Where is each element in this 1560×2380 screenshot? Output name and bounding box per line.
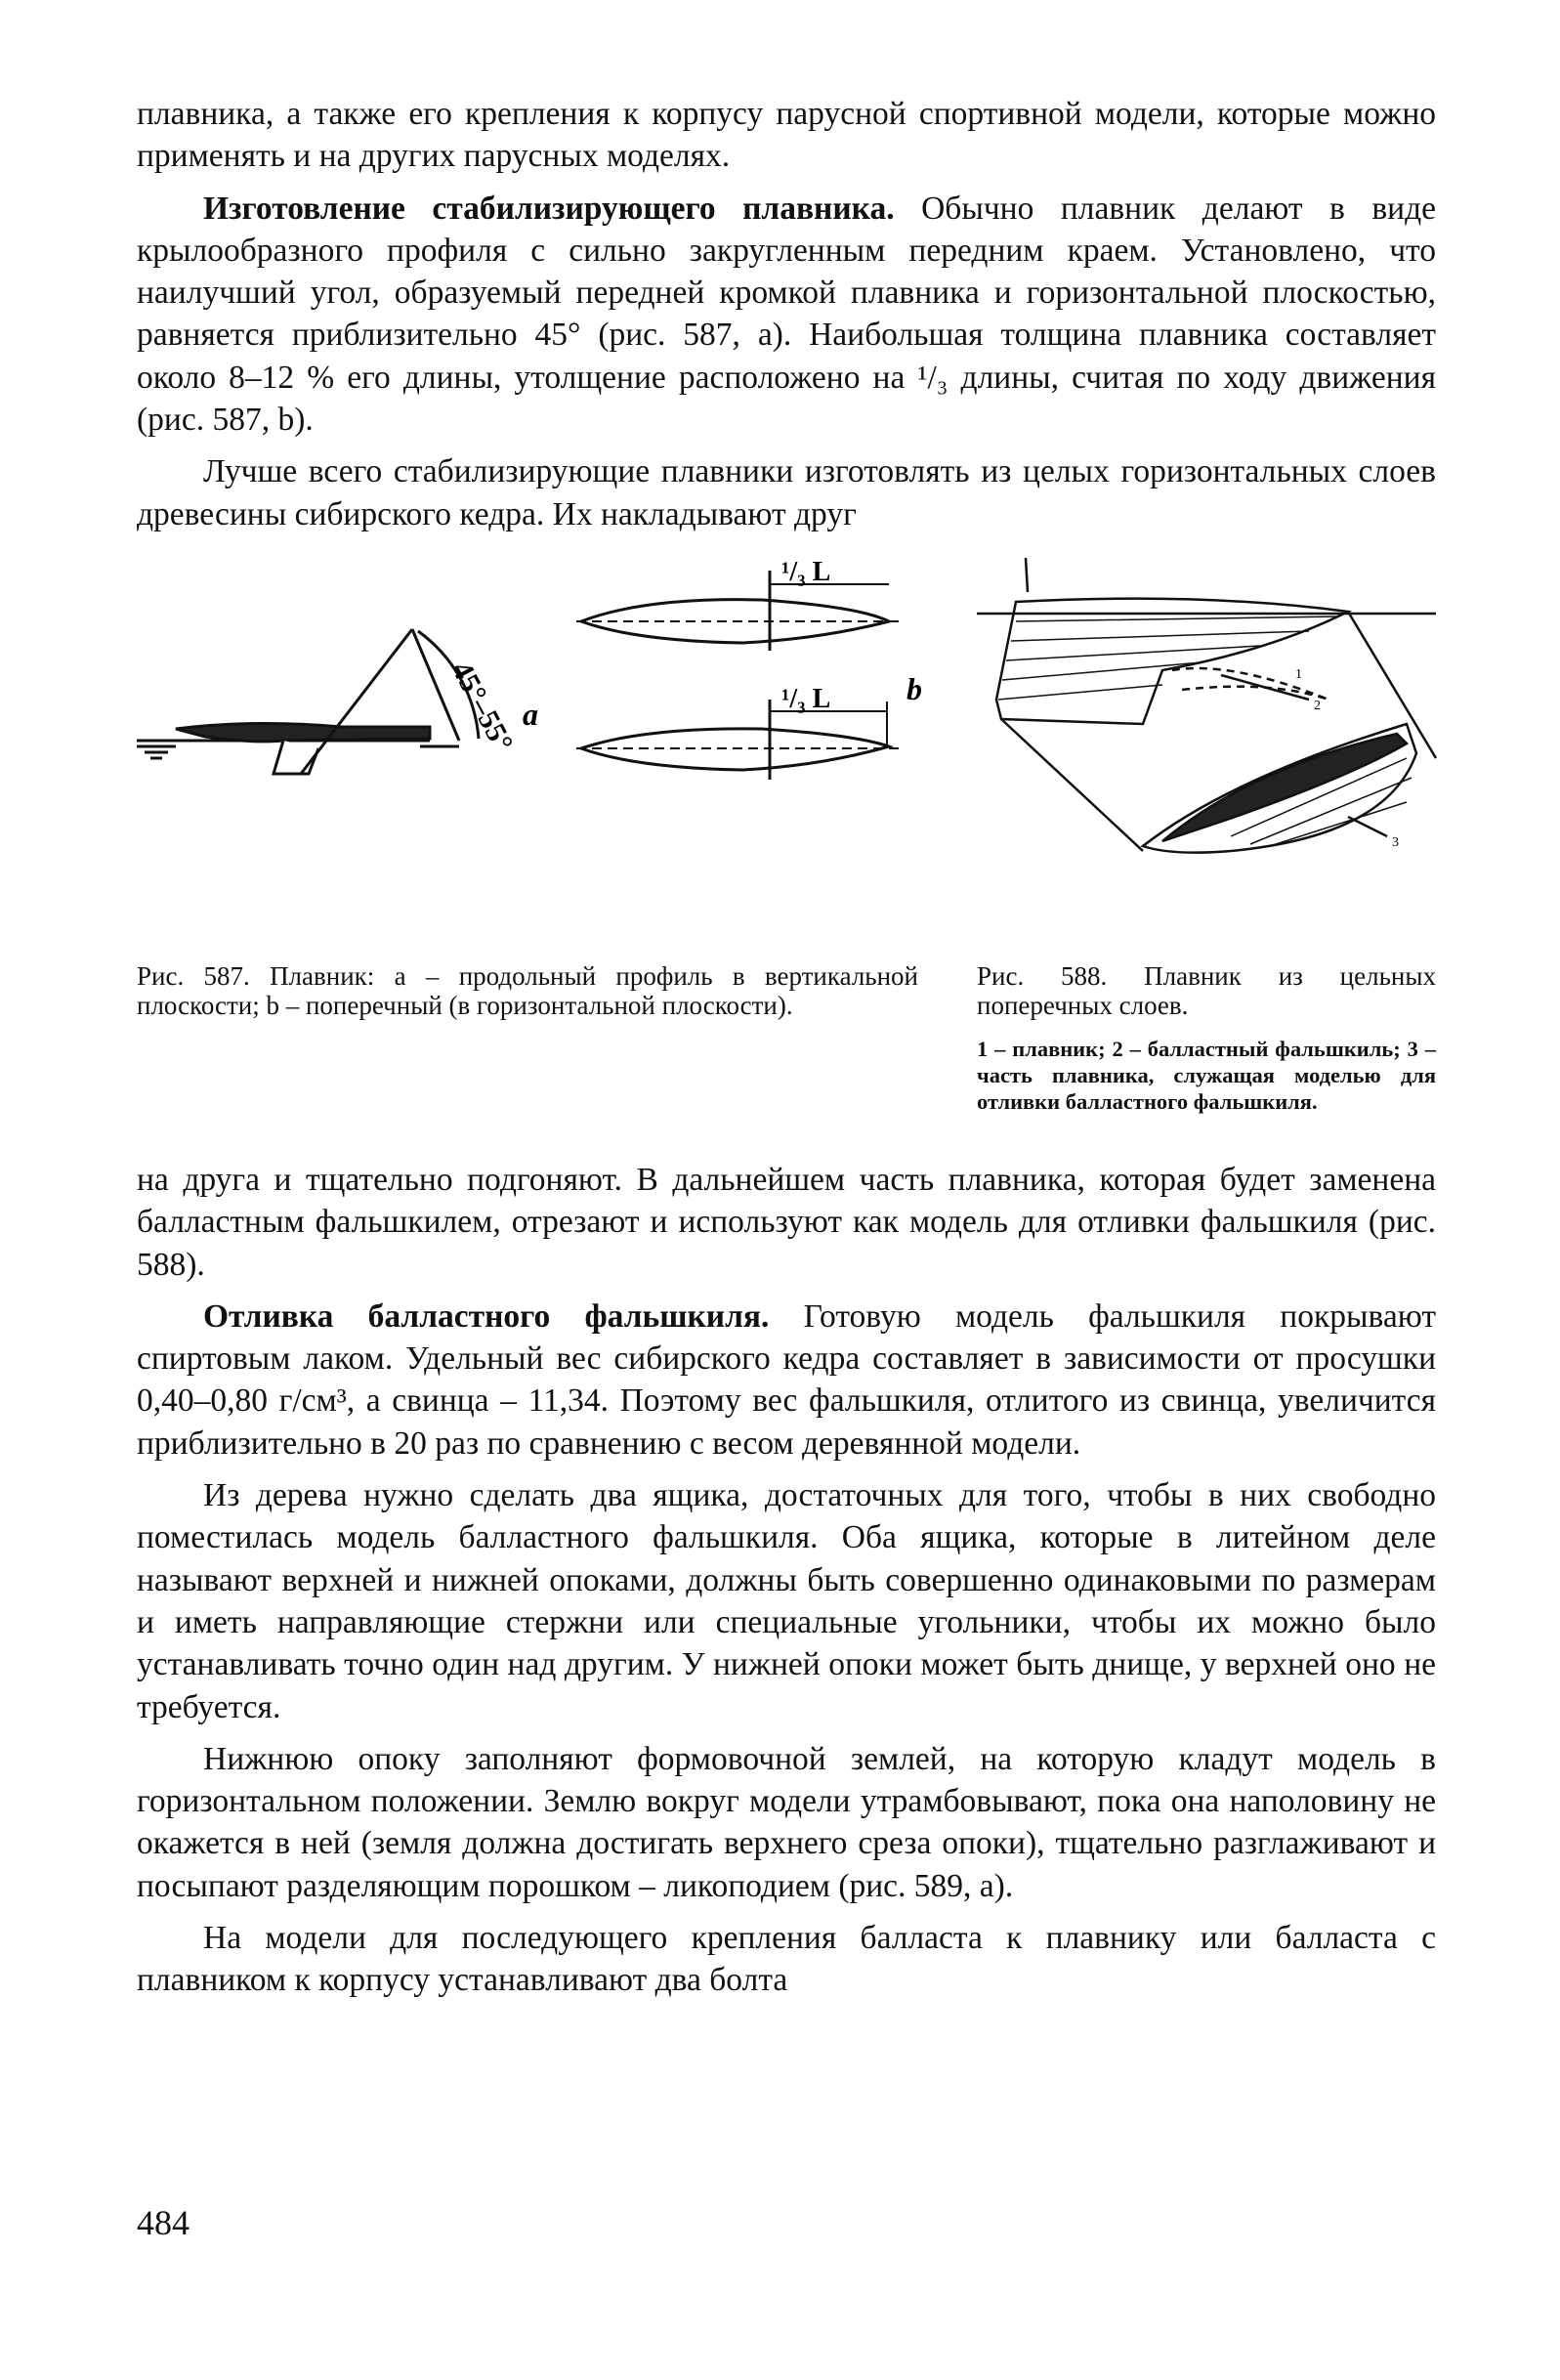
paragraph-flasks: Из дерева нужно сделать два ящика, достаточных для того, чтобы в них свободно поместилась модель балластного фальшкиля. Оба ящика, которые в литейном деле называют верхней и нижней опоками, должны быть совершенно одинаковыми по размерам и иметь направляющие стержни или специальные угольники, чтобы их можно было устанавливать точно один над другим. У нижней опоки может быть днище, у верхней оно не требуется.: [137, 1477, 1436, 1725]
caption-588: Рис. 588. Плавник из цельных поперечных слоев.: [977, 960, 1436, 1020]
page-body: [137, 93, 1436, 2002]
fin-leading-edge-line: [301, 629, 412, 774]
label-a: a: [523, 696, 538, 732]
third-length-label-top: ¹/₃ L: [781, 556, 831, 587]
leader-3: [1348, 817, 1387, 836]
angle-label: 45°–55°: [444, 656, 520, 757]
paragraph-molding-earth: Нижнюю опоку заполняют формовочной землей, на которую кладут модель в горизонтальном положении. Землю вокруг модели утрамбовывают, пока она наполовину не окажется в ней (земля должна достигать верхнего среза опоки), тщательно разглаживают и посыпают разделяющим порошком – ликоподием (рис. 589, а).: [137, 1740, 1436, 1904]
projection-left: [1001, 719, 1143, 851]
figure-587-drawing: [137, 553, 938, 944]
paragraph-continuation: плавника, а также его крепления к корпусу парусной спортивной модели, которые можно применять и на других парусных моделях.: [137, 96, 1436, 175]
paragraph-bolts: На модели для последующего крепления балласта к плавнику или балласта с плавником к корпусу устанавливают два болта: [137, 1920, 1436, 1999]
fin-layers-drawing: [977, 558, 1436, 853]
label-1: 1: [1295, 666, 1302, 682]
label-3: 3: [1392, 834, 1399, 850]
fin-keel-profile: [274, 741, 318, 774]
figure-588-drawing: [977, 553, 1446, 875]
legend-588: 1 – плавник; 2 – балластный фальшкиль; 3 – часть плавника, служащая моделью для отливки балластного фальшкиля.: [977, 1036, 1436, 1114]
cross-section-bottom: [576, 700, 899, 780]
figures-block: [137, 553, 1436, 1159]
page-number: 484: [137, 2203, 190, 2242]
paragraph-fin-manufacture: [137, 188, 1436, 442]
text-fin-manufacture: Обычно плавник делают в виде крылообразного профиля с сильно закругленным передним краем. Установлено, что наилучший угол, образуемый передней кромкой плавника и горизонтальной плоскостью, равняется приблизительно 45° (рис. 587, а). Наибольшая толщина плавника составляет около 8–12 % его длины, утолщение расположено на ¹/₃ длины, считая по ходу движения (рис. 587, b).: [137, 190, 1436, 439]
hull-profile: [176, 723, 430, 741]
longitudinal-profile: [137, 629, 479, 774]
text-ballast-casting: Готовую модель фальшкиля покрывают спиртовым лаком. Удельный вес сибирского кедра составляет в зависимости от просушки 0,40–0,80 г/см³, а свинца – 11,34. Поэтому вес фальшкиля, отлитого из свинца, увеличится приблизительно в 20 раз по сравнению с весом деревянной модели.: [137, 1297, 1436, 1462]
paragraph-fit-layers: на друга и тщательно подгоняют. В дальнейшем часть плавника, которая будет заменена балластным фальшкилем, отрезают и используют как модель для отливки фальшкиля (рис. 588).: [137, 1161, 1436, 1283]
heading-fin-manufacture: Изготовление стабилизирующего плавника.: [203, 190, 895, 227]
caption-588-block: [977, 961, 1436, 1115]
paragraph-cedar-layers: Лучше всего стабилизирующие плавники изготовлять из целых горизонтальных слоев древесины сибирского кедра. Их накладывают друг: [137, 453, 1436, 532]
figure-587: [137, 553, 938, 1120]
reference-tick: [1026, 558, 1028, 592]
fin-layer-lines: [998, 616, 1338, 700]
heading-ballast-casting: Отливка балластного фальшкиля.: [203, 1297, 770, 1335]
cross-section-top: [576, 571, 899, 651]
third-length-label-bottom: ¹/₃ L: [781, 683, 831, 714]
paragraph-ballast-casting: [137, 1296, 1436, 1465]
label-b: b: [906, 670, 922, 706]
caption-587: Рис. 587. Плавник: а – продольный профиль в вертикальной плоскости; b – поперечный (в горизонтальной плоскости).: [137, 960, 918, 1020]
label-2: 2: [1314, 698, 1321, 713]
